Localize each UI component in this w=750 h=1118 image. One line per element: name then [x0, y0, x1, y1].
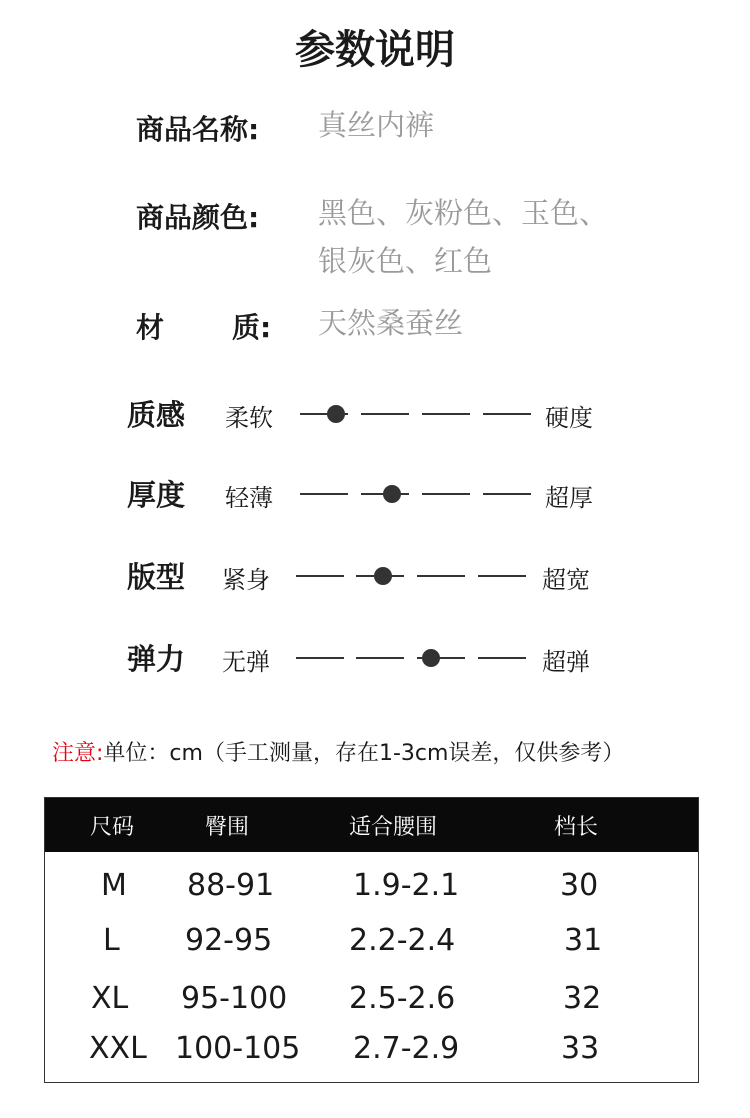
param-label-color: 商品颜色: [136, 201, 260, 234]
header-crotch: 档长 [554, 815, 599, 840]
cell-hip: 100-105 [175, 1031, 301, 1066]
scale-segment [483, 413, 531, 415]
scale-segment [296, 657, 344, 659]
scale-left-label: 柔软 [225, 404, 273, 432]
scale-segment [422, 493, 470, 495]
header-hip: 臀围 [205, 815, 250, 840]
size-table [44, 797, 699, 1083]
cell-crotch: 30 [560, 868, 599, 903]
param-label-material-left: 材 [136, 311, 165, 344]
header-waist: 适合腰围 [349, 815, 438, 840]
cell-waist: 1.9-2.1 [353, 868, 460, 903]
scale-segment [478, 657, 526, 659]
scale-name: 版型 [127, 560, 186, 594]
param-value-name: 真丝内裤 [318, 108, 435, 142]
scale-right-label: 超弹 [542, 648, 590, 676]
scale-marker-dot [327, 405, 345, 423]
scale-segment [356, 657, 404, 659]
scale-marker-dot [422, 649, 440, 667]
param-value-material: 天然桑蚕丝 [318, 306, 464, 340]
measurement-note [52, 736, 624, 767]
header-size: 尺码 [90, 815, 135, 840]
page-title: 参数说明 [295, 27, 455, 73]
scale-segment [417, 575, 465, 577]
cell-size: XL [91, 981, 129, 1016]
scale-left-label: 无弹 [222, 648, 270, 676]
cell-crotch: 32 [563, 981, 602, 1016]
param-label-name: 商品名称: [136, 113, 260, 146]
scale-segment [422, 413, 470, 415]
scale-right-label: 超宽 [542, 566, 590, 594]
param-value-color-line1: 黑色、灰粉色、玉色、 [318, 196, 609, 230]
scale-row-fit [0, 550, 750, 600]
table-header [45, 798, 698, 852]
scale-row-texture [0, 388, 750, 438]
scale-row-thickness [0, 468, 750, 518]
cell-waist: 2.2-2.4 [349, 923, 456, 958]
scale-segment [296, 575, 344, 577]
param-label-material-right: 质: [232, 311, 272, 344]
scale-name: 质感 [127, 398, 186, 432]
scale-right-label: 超厚 [545, 484, 593, 512]
scale-row-elasticity [0, 632, 750, 682]
note-text: 单位：cm（手工测量，存在1-3cm误差，仅供参考） [103, 741, 625, 766]
scale-segment [361, 413, 409, 415]
scale-segment [300, 493, 348, 495]
scale-name: 厚度 [127, 478, 186, 512]
cell-size: M [101, 868, 127, 903]
cell-waist: 2.5-2.6 [349, 981, 456, 1016]
note-warning-prefix: 注意: [52, 741, 104, 766]
scale-marker-dot [374, 567, 392, 585]
cell-crotch: 33 [561, 1031, 600, 1066]
param-value-color-line2: 银灰色、红色 [318, 244, 493, 278]
cell-crotch: 31 [564, 923, 603, 958]
scale-name: 弹力 [127, 642, 186, 676]
scale-segment [483, 493, 531, 495]
cell-hip: 95-100 [181, 981, 288, 1016]
cell-waist: 2.7-2.9 [353, 1031, 460, 1066]
cell-hip: 88-91 [187, 868, 275, 903]
scale-left-label: 紧身 [222, 566, 270, 594]
scale-right-label: 硬度 [545, 404, 593, 432]
scale-segment [478, 575, 526, 577]
cell-hip: 92-95 [185, 923, 273, 958]
scale-left-label: 轻薄 [225, 484, 273, 512]
cell-size: L [103, 923, 120, 958]
cell-size: XXL [89, 1031, 147, 1066]
scale-marker-dot [383, 485, 401, 503]
